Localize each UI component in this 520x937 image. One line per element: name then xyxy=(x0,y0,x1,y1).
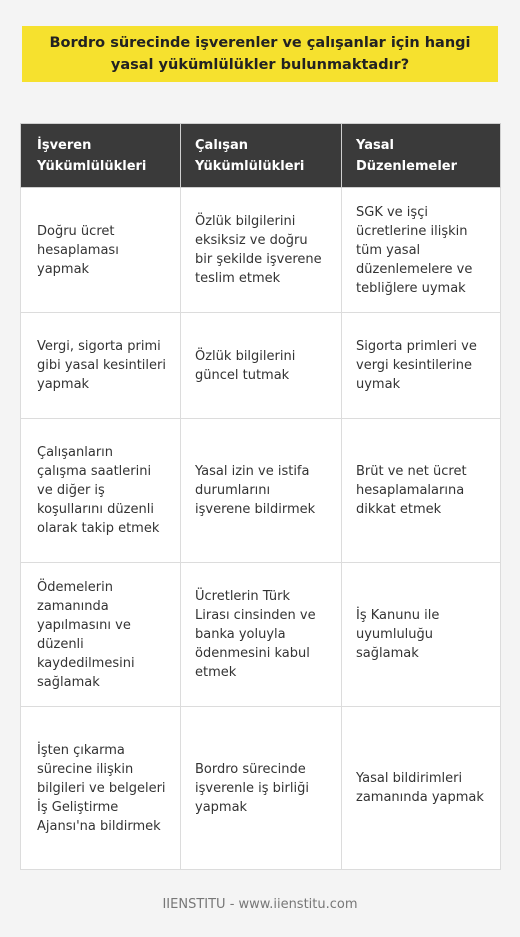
header-employer: İşveren Yükümlülükleri xyxy=(21,124,181,188)
table-row xyxy=(21,707,501,870)
table-cell: İşten çıkarma sürecine ilişkin bilgileri ve belgeleri İş Geliştirme Ajansı'na bildirmek xyxy=(21,707,181,870)
table-header-row xyxy=(21,124,501,188)
title-banner xyxy=(22,26,498,82)
table-row xyxy=(21,419,501,563)
table-cell: Ödemelerin zamanında yapılmasını ve düzenli kaydedilmesini sağlamak xyxy=(21,563,181,707)
table-cell: İş Kanunu ile uyumluluğu sağlamak xyxy=(342,563,501,707)
table-row xyxy=(21,313,501,419)
table-row xyxy=(21,188,501,313)
table-cell: Ücretlerin Türk Lirası cinsinden ve banka yoluyla ödenmesini kabul etmek xyxy=(181,563,342,707)
table-cell: Özlük bilgilerini eksiksiz ve doğru bir şekilde işverene teslim etmek xyxy=(181,188,342,313)
table-cell: SGK ve işçi ücretlerine ilişkin tüm yasal düzenlemelere ve tebliğlere uymak xyxy=(342,188,501,313)
table-cell: Sigorta primleri ve vergi kesintilerine uymak xyxy=(342,313,501,419)
footer-credit: IIENSTITU - www.iienstitu.com xyxy=(162,897,358,912)
table-cell: Yasal bildirimleri zamanında yapmak xyxy=(342,707,501,870)
table-cell: Özlük bilgilerini güncel tutmak xyxy=(181,313,342,419)
table-cell: Çalışanların çalışma saatlerini ve diğer iş koşullarını düzenli olarak takip etmek xyxy=(21,419,181,563)
page-title: Bordro sürecinde işverenler ve çalışanlar için hangi yasal yükümlülükler bulunmaktadır? xyxy=(49,35,471,73)
table-cell: Vergi, sigorta primi gibi yasal kesintileri yapmak xyxy=(21,313,181,419)
table-cell: Yasal izin ve istifa durumlarını işverene bildirmek xyxy=(181,419,342,563)
header-employee: Çalışan Yükümlülükleri xyxy=(181,124,342,188)
table-cell: Bordro sürecinde işverenle iş birliği yapmak xyxy=(181,707,342,870)
table-cell: Brüt ve net ücret hesaplamalarına dikkat etmek xyxy=(342,419,501,563)
header-legal: Yasal Düzenlemeler xyxy=(342,124,501,188)
obligations-table xyxy=(20,123,501,870)
table-cell: Doğru ücret hesaplaması yapmak xyxy=(21,188,181,313)
table-row xyxy=(21,563,501,707)
